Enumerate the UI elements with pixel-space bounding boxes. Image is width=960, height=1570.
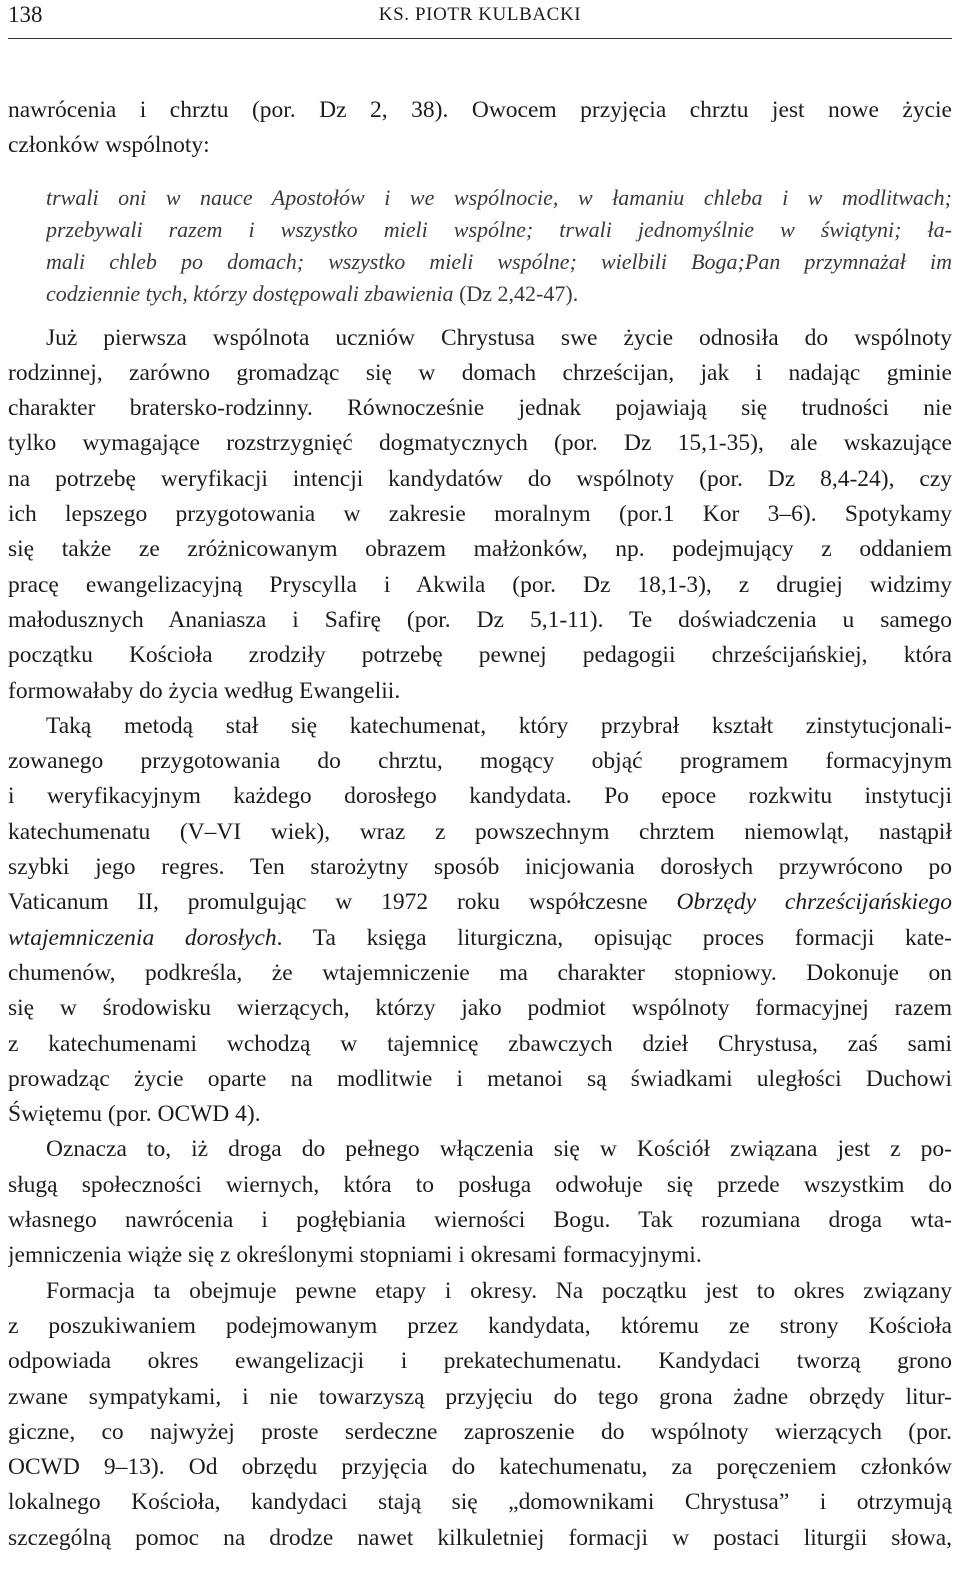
text-line: formowałaby do życia według Ewangelii. xyxy=(8,677,401,704)
text-line: odpowiada okres ewangelizacji i prekatechumenatu. Kandydaci tworzą grono xyxy=(8,1348,952,1375)
text-line: szybki jego regres. Ten starożytny sposób inicjowania dorosłych przywrócono po xyxy=(8,854,952,881)
quote-reference: (Dz 2,42-47). xyxy=(453,280,579,306)
text-line: szczególną pomoc na drodze nawet kilkuletniej formacji w postaci liturgii słowa, xyxy=(8,1524,952,1551)
text-line: chumenów, podkreśla, że wtajemniczenie ma charakter stopniowy. Dokonuje on xyxy=(8,959,952,986)
paragraph-5 xyxy=(8,1274,952,1556)
text-line: Formacja ta obejmuje pewne etapy i okresy. Na początku jest to okres związany xyxy=(46,1277,952,1304)
text-line: Taką metodą stał się katechumenat, który przybrał kształt zinstytucjonali- xyxy=(46,712,952,739)
text-line xyxy=(8,885,952,920)
text-line: nawrócenia i chrztu (por. Dz 2, 38). Owocem przyjęcia chrztu jest nowe życie xyxy=(8,97,952,123)
quote-line: przebywali razem i wszystko mieli wspólne; trwali jednomyślnie w świątyni; ła- xyxy=(46,216,952,242)
text-line: Już pierwsza wspólnota uczniów Chrystusa swe życie odnosiła do wspólnoty xyxy=(46,324,952,351)
text-line: zowanego przygotowania do chrztu, mogący objąć programem formacyjnym xyxy=(8,748,952,775)
text-line: tylko wymagające rozstrzygnięć dogmatycznych (por. Dz 15,1-35), ale wskazujące xyxy=(8,430,952,457)
header-rule xyxy=(8,38,952,39)
text-line: Świętemu (por. OCWD 4). xyxy=(8,1101,261,1128)
text-line: małodusznych Ananiasza i Safirę (por. Dz 5,1-11). Te doświadczenia u samego xyxy=(8,606,952,633)
text-line: prowadząc życie oparte na modlitwie i metanoi są świadkami uległości Duchowi xyxy=(8,1065,952,1092)
text-line: sługą społeczności wiernych, która to posługa odwołuje się przede wszystkim do xyxy=(8,1171,952,1198)
body-text xyxy=(8,93,952,1556)
text-line: się także ze zróżnicowanym obrazem małżonków, np. podejmujący z oddaniem xyxy=(8,536,952,563)
text-line: rodzinnej, zarówno gromadząc się w domach chrześcijan, jak i nadając gminie xyxy=(8,359,952,386)
text-line: lokalnego Kościoła, kandydaci stają się „domownikami Chrystusa” i otrzymują xyxy=(8,1489,952,1516)
text-line: na potrzebę weryfikacji intencji kandydatów do wspólnoty (por. Dz 8,4-24), czy xyxy=(8,465,952,492)
book-title-italic: wtajemniczenia dorosłych xyxy=(8,924,277,951)
text-line: OCWD 9–13). Od obrzędu przyjęcia do katechumenatu, za poręczeniem członków xyxy=(8,1454,952,1481)
text-line: pracę ewangelizacyjną Pryscylla i Akwila (por. Dz 18,1-3), z drugiej widzimy xyxy=(8,571,952,598)
quote-line xyxy=(46,278,952,310)
text-line: ich lepszego przygotowania w zakresie moralnym (por.1 Kor 3–6). Spotykamy xyxy=(8,501,952,528)
text-line xyxy=(8,921,952,956)
paragraph-4 xyxy=(8,1132,952,1273)
text-line: giczne, co najwyżej proste serdeczne zaproszenie do wspólnoty wierzących (por. xyxy=(8,1418,952,1445)
text-line: członków wspólnoty: xyxy=(8,132,210,159)
running-head xyxy=(8,0,952,38)
running-head-author: KS. PIOTR KULBACKI xyxy=(378,4,582,25)
text-line: początku Kościoła zrodziły potrzebę pewnej pedagogii chrześcijańskiej, która xyxy=(8,642,952,669)
block-quote xyxy=(8,182,952,310)
text-segment: . Ta księga liturgiczna, opisując proces formacji kate- xyxy=(276,924,952,951)
text-line: zwane sympatykami, i nie towarzyszą przyjęciu do tego grona żadne obrzędy litur- xyxy=(8,1383,952,1410)
quote-line: trwali oni w nauce Apostołów i we wspólnocie, w łamaniu chleba i w modlitwach; xyxy=(46,184,952,210)
text-line: własnego nawrócenia i pogłębiania wierności Bogu. Tak rozumiana droga wta- xyxy=(8,1207,952,1234)
text-line: z katechumenami wchodzą w tajemnicę zbawczych dzieł Chrystusa, zaś sami xyxy=(8,1030,952,1057)
text-line: katechumenatu (V–VI wiek), wraz z powszechnym chrztem niemowląt, nastąpił xyxy=(8,818,952,845)
paragraph-3 xyxy=(8,709,952,1133)
text-line: się w środowisku wierzących, którzy jako podmiot wspólnoty formacyjnej razem xyxy=(8,995,952,1022)
text-line: i weryfikacyjnym każdego dorosłego kandydata. Po epoce rozkwitu instytucji xyxy=(8,783,952,810)
page-number: 138 xyxy=(8,2,43,27)
text-line: Oznacza to, iż droga do pełnego włączenia się w Kościół związana jest z po- xyxy=(46,1136,952,1163)
book-title-italic: Obrzędy chrześcijańskiego xyxy=(676,889,952,916)
text-line: charakter bratersko-rodzinny. Równocześnie jednak pojawiają się trudności nie xyxy=(8,395,952,422)
text-segment: Vaticanum II, promulgując w 1972 roku współczesne xyxy=(8,889,677,916)
quote-text: codziennie tych, którzy dostępowali zbawienia xyxy=(46,280,454,306)
quote-line: mali chleb po domach; wszystko mieli wspólne; wielbili Boga;Pan przymnażał im xyxy=(46,248,952,274)
paragraph-1 xyxy=(8,93,952,164)
text-line: z poszukiwaniem podejmowanym przez kandydata, któremu ze strony Kościoła xyxy=(8,1312,952,1339)
text-line: jemniczenia wiąże się z określonymi stopniami i okresami formacyjnymi. xyxy=(8,1242,702,1269)
paragraph-2 xyxy=(8,321,952,709)
